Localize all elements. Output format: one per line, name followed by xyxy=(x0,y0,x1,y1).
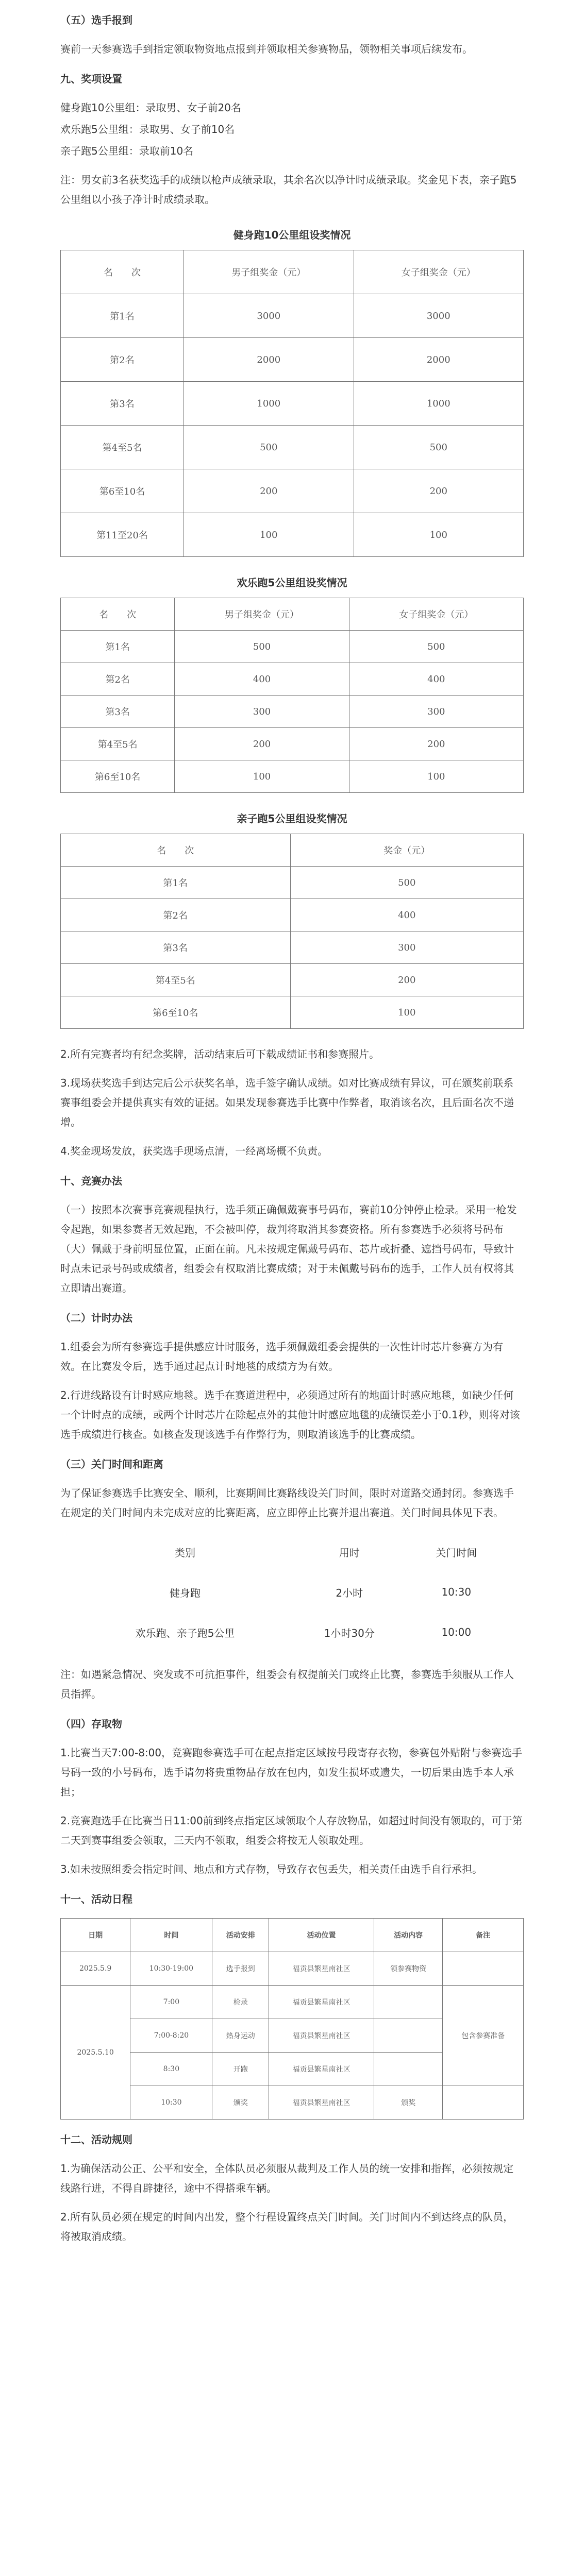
table-header: 日期 xyxy=(61,1919,130,1952)
table-cell: 10:30-19:00 xyxy=(130,1952,212,1986)
table-row xyxy=(61,931,524,964)
section-11-title: 十一、活动日程 xyxy=(60,1893,132,1905)
table-cell: 2小时 xyxy=(336,1586,363,1599)
table-cell: 7:00-8:20 xyxy=(130,2019,212,2053)
table-cell: 健身跑 xyxy=(170,1586,201,1599)
table-cell xyxy=(443,1952,524,1986)
note-emergency: 注：如遇紧急情况、突发或不可抗拒事件，组委会有权提前关门或终止比赛，参赛选手须服从工作人员指挥。 xyxy=(60,1668,514,1700)
table-header: 女子组奖金（元） xyxy=(354,250,523,294)
table-cell: 400 xyxy=(175,663,349,696)
table-cell: 300 xyxy=(175,696,349,728)
table-cell: 第2名 xyxy=(61,899,291,931)
table-row xyxy=(61,996,524,1029)
table-header: 关门时间 xyxy=(436,1546,477,1559)
table-cell: 包含参赛准备 xyxy=(443,1986,524,2086)
table-cell: 第6至10名 xyxy=(61,760,175,793)
table-cell: 10:30 xyxy=(130,2086,212,2120)
paragraph: 1.组委会为所有参赛选手提供感应计时服务，选手须佩戴组委会提供的一次性计时芯片参赛方为有效。在比赛发令后，选手通过起点计时地毯的成绩方为有效。 xyxy=(60,1341,504,1372)
table-row xyxy=(61,964,524,996)
paragraph: 1.为确保活动公正、公平和安全，全体队员必须服从裁判及工作人员的统一安排和指挥，必须按规定线路行进，不得自辟捷径，途中不得搭乘车辆。 xyxy=(60,2162,514,2194)
table-cell: 第1名 xyxy=(61,631,175,663)
table-row xyxy=(61,294,524,338)
paragraph: （一）按照本次赛事竞赛规程执行，选手须正确佩戴赛事号码布，赛前10分钟停止检录。采用一枪发令起跑，如果参赛者无效起跑，不会被叫停，裁判将取消其参赛资格。所有参赛选手必须将号码布（大）佩戴于身前明显位置，正面在前。凡未按规定佩戴号码布、芯片或折叠、遮挡号码布，导致计时点未记录号码或成绩者，组委会有权取消比赛成绩；对于未佩戴号码布的选手，工作人员有权将其立即请出赛道。 xyxy=(60,1204,517,1294)
table-cell: 3000 xyxy=(184,294,354,338)
table-row xyxy=(61,2086,524,2120)
table-cell: 3000 xyxy=(354,294,523,338)
table-cell: 200 xyxy=(290,964,523,996)
table-cell: 第4至5名 xyxy=(61,728,175,760)
table-row xyxy=(61,469,524,513)
table-header: 男子组奖金（元） xyxy=(184,250,354,294)
table-row xyxy=(61,513,524,557)
table-cell: 500 xyxy=(349,631,523,663)
paragraph: 2.竞赛跑选手在比赛当日11:00前到终点指定区域领取个人存放物品，如超过时间没有领取的，可于第二天到赛事组委会领取，三天内不领取，组委会将按无人领取处理。 xyxy=(60,1815,523,1846)
table-cell: 200 xyxy=(184,469,354,513)
table-cell: 2025.5.10 xyxy=(61,1986,130,2120)
table-cell: 1小时30分 xyxy=(324,1626,375,1639)
table-cell: 100 xyxy=(175,760,349,793)
table-cell: 第4至5名 xyxy=(61,964,291,996)
table1-title: 健身跑10公里组设奖情况 xyxy=(233,229,351,241)
group-line: 健身跑10公里组：录取男、女子前20名 xyxy=(60,101,241,114)
table-cell: 500 xyxy=(290,867,523,899)
paragraph: 1.比赛当天7:00-8:00，竞赛跑参赛选手可在起点指定区域按号段寄存衣物，参赛包外贴附与参赛选手号码一致的小号码布，选手请勿将贵重物品存放在包内，如发生损坏或遗失，一切后果由选手本人承担； xyxy=(60,1747,523,1798)
table-cell: 7:00 xyxy=(130,1986,212,2019)
table-cell: 500 xyxy=(175,631,349,663)
table-cell: 300 xyxy=(349,696,523,728)
table-cell: 1000 xyxy=(184,382,354,426)
table-row xyxy=(61,1986,524,2019)
table-row xyxy=(61,867,524,899)
table-cell: 第3名 xyxy=(61,382,184,426)
table-cell: 200 xyxy=(349,728,523,760)
table-cell: 200 xyxy=(354,469,523,513)
table-header: 备注 xyxy=(443,1919,524,1952)
table-cell: 领参赛物资 xyxy=(374,1952,443,1986)
table-cell: 福贡县繁星南社区 xyxy=(269,2086,374,2120)
group-line: 欢乐跑5公里组：录取男、女子前10名 xyxy=(60,123,235,135)
section-10-title: 十、竞赛办法 xyxy=(60,1175,122,1187)
paragraph: 2.行进线路设有计时感应地毯。选手在赛道进程中，必须通过所有的地面计时感应地毯，如缺少任何一个计时点的成绩，或两个计时芯片在除起点外的其他计时感应地毯的成绩误差小于0.1秒，则将对该选手成绩进行核查。如核查发现该选手有作弊行为，则取消该选手的比赛成绩。 xyxy=(60,1389,520,1440)
table-cell: 第1名 xyxy=(61,294,184,338)
table-cell: 选手报到 xyxy=(212,1952,269,1986)
table-cell: 300 xyxy=(290,931,523,964)
table-header: 奖金（元） xyxy=(290,834,523,867)
table-cell: 福贡县繁星南社区 xyxy=(269,1986,374,2019)
table-cell: 第6至10名 xyxy=(61,469,184,513)
section-5-paragraph: 赛前一天参赛选手到指定领取物资地点报到并领取相关参赛物品，领物相关事项后续发布。 xyxy=(60,43,473,55)
table-header: 男子组奖金（元） xyxy=(175,598,349,631)
table-header: 活动内容 xyxy=(374,1919,443,1952)
table-cell: 第3名 xyxy=(61,931,291,964)
table-header: 名 次 xyxy=(61,834,291,867)
table-row xyxy=(61,663,524,696)
subsection-timing-title: （二）计时办法 xyxy=(60,1312,132,1324)
table-cell: 第4至5名 xyxy=(61,426,184,469)
table-cell: 检录 xyxy=(212,1986,269,2019)
paragraph: 2.所有完赛者均有纪念奖牌，活动结束后可下载成绩证书和参赛照片。 xyxy=(60,1048,380,1060)
table-cell: 100 xyxy=(290,996,523,1029)
table-row xyxy=(61,426,524,469)
table-cell: 500 xyxy=(354,426,523,469)
group-line: 亲子跑5公里组：录取前10名 xyxy=(60,145,194,157)
table-cell: 第6至10名 xyxy=(61,996,291,1029)
table-cell: 10:30 xyxy=(441,1586,472,1598)
table-cell: 10:00 xyxy=(441,1626,472,1638)
table-row xyxy=(79,1612,505,1652)
table-cell: 100 xyxy=(349,760,523,793)
table-row xyxy=(61,760,524,793)
award-table-5km-family xyxy=(60,834,524,1029)
table3-title: 亲子跑5公里组设奖情况 xyxy=(237,812,347,825)
table-cell: 100 xyxy=(354,513,523,557)
table-cell xyxy=(374,2019,443,2053)
table-cell: 2000 xyxy=(184,338,354,382)
paragraph: 4.奖金现场发放，获奖选手现场点清，一经离场概不负责。 xyxy=(60,1145,328,1157)
table-cell: 第11至20名 xyxy=(61,513,184,557)
table-cell: 第2名 xyxy=(61,338,184,382)
table-header: 时间 xyxy=(130,1919,212,1952)
table-cell: 福贡县繁星南社区 xyxy=(269,2053,374,2086)
section-12-title: 十二、活动规则 xyxy=(60,2133,132,2146)
table-row xyxy=(61,899,524,931)
closing-time-table xyxy=(79,1532,505,1652)
subsection-storage-title: （四）存取物 xyxy=(60,1718,122,1730)
table-cell: 100 xyxy=(184,513,354,557)
section-5-title: （五）选手报到 xyxy=(60,14,132,26)
table-cell: 第1名 xyxy=(61,867,291,899)
paragraph: 2.所有队员必须在规定的时间内出发，整个行程设置终点关门时间。关门时间内不到达终点的队员，将被取消成绩。 xyxy=(60,2211,514,2243)
paragraph: 3.现场获奖选手到达完后公示获奖名单，选手签字确认成绩。如对比赛成绩有异议，可在颁奖前联系赛事组委会并提供真实有效的证据。如果发现参赛选手比赛中作弊者，取消该名次，且后面名次不递增。 xyxy=(60,1077,514,1128)
table2-title: 欢乐跑5公里组设奖情况 xyxy=(237,577,347,589)
table-cell: 开跑 xyxy=(212,2053,269,2086)
table-cell: 第3名 xyxy=(61,696,175,728)
subsection-closing-title: （三）关门时间和距离 xyxy=(60,1458,163,1470)
table-header: 活动位置 xyxy=(269,1919,374,1952)
table-cell: 2025.5.9 xyxy=(61,1952,130,1986)
note-awards: 注：男女前3名获奖选手的成绩以枪声成绩录取，其余名次以净计时成绩录取。奖金见下表，亲子跑5公里组以小孩子净计时成绩录取。 xyxy=(60,174,517,206)
table-cell xyxy=(443,2086,524,2120)
table-cell: 1000 xyxy=(354,382,523,426)
table-cell xyxy=(374,2053,443,2086)
table-row xyxy=(79,1572,505,1612)
table-cell: 第2名 xyxy=(61,663,175,696)
table-header: 活动安排 xyxy=(212,1919,269,1952)
table-cell: 200 xyxy=(175,728,349,760)
table-cell: 500 xyxy=(184,426,354,469)
table-row xyxy=(61,728,524,760)
award-table-10km xyxy=(60,250,524,557)
table-row xyxy=(61,631,524,663)
table-row xyxy=(61,338,524,382)
section-9-title: 九、奖项设置 xyxy=(60,73,122,85)
table-cell: 400 xyxy=(290,899,523,931)
table-cell xyxy=(374,1986,443,2019)
table-cell: 福贡县繁星南社区 xyxy=(269,2019,374,2053)
schedule-table xyxy=(60,1918,524,2120)
table-cell: 颁奖 xyxy=(212,2086,269,2120)
table-cell: 400 xyxy=(349,663,523,696)
table-row xyxy=(61,382,524,426)
table-header: 女子组奖金（元） xyxy=(349,598,523,631)
table-cell: 福贡县繁星南社区 xyxy=(269,1952,374,1986)
table-cell: 颁奖 xyxy=(374,2086,443,2120)
table-header: 用时 xyxy=(339,1546,360,1559)
table-header: 类别 xyxy=(175,1546,195,1559)
table-cell: 热身运动 xyxy=(212,2019,269,2053)
award-table-5km-fun xyxy=(60,598,524,793)
table-cell: 8:30 xyxy=(130,2053,212,2086)
table-header: 名 次 xyxy=(61,598,175,631)
paragraph: 为了保证参赛选手比赛安全、顺利，比赛期间比赛路线设关门时间，限时对道路交通封闭。参赛选手在规定的关门时间内未完成对应的比赛距离，应立即停止比赛并退出赛道。关门时间具体见下表。 xyxy=(60,1487,514,1519)
table-header: 名 次 xyxy=(61,250,184,294)
table-cell: 欢乐跑、亲子跑5公里 xyxy=(135,1626,235,1639)
table-row xyxy=(61,696,524,728)
table-cell: 2000 xyxy=(354,338,523,382)
table-row xyxy=(61,1952,524,1986)
paragraph: 3.如未按照组委会指定时间、地点和方式存物，导致存衣包丢失，相关责任由选手自行承担。 xyxy=(60,1863,483,1875)
